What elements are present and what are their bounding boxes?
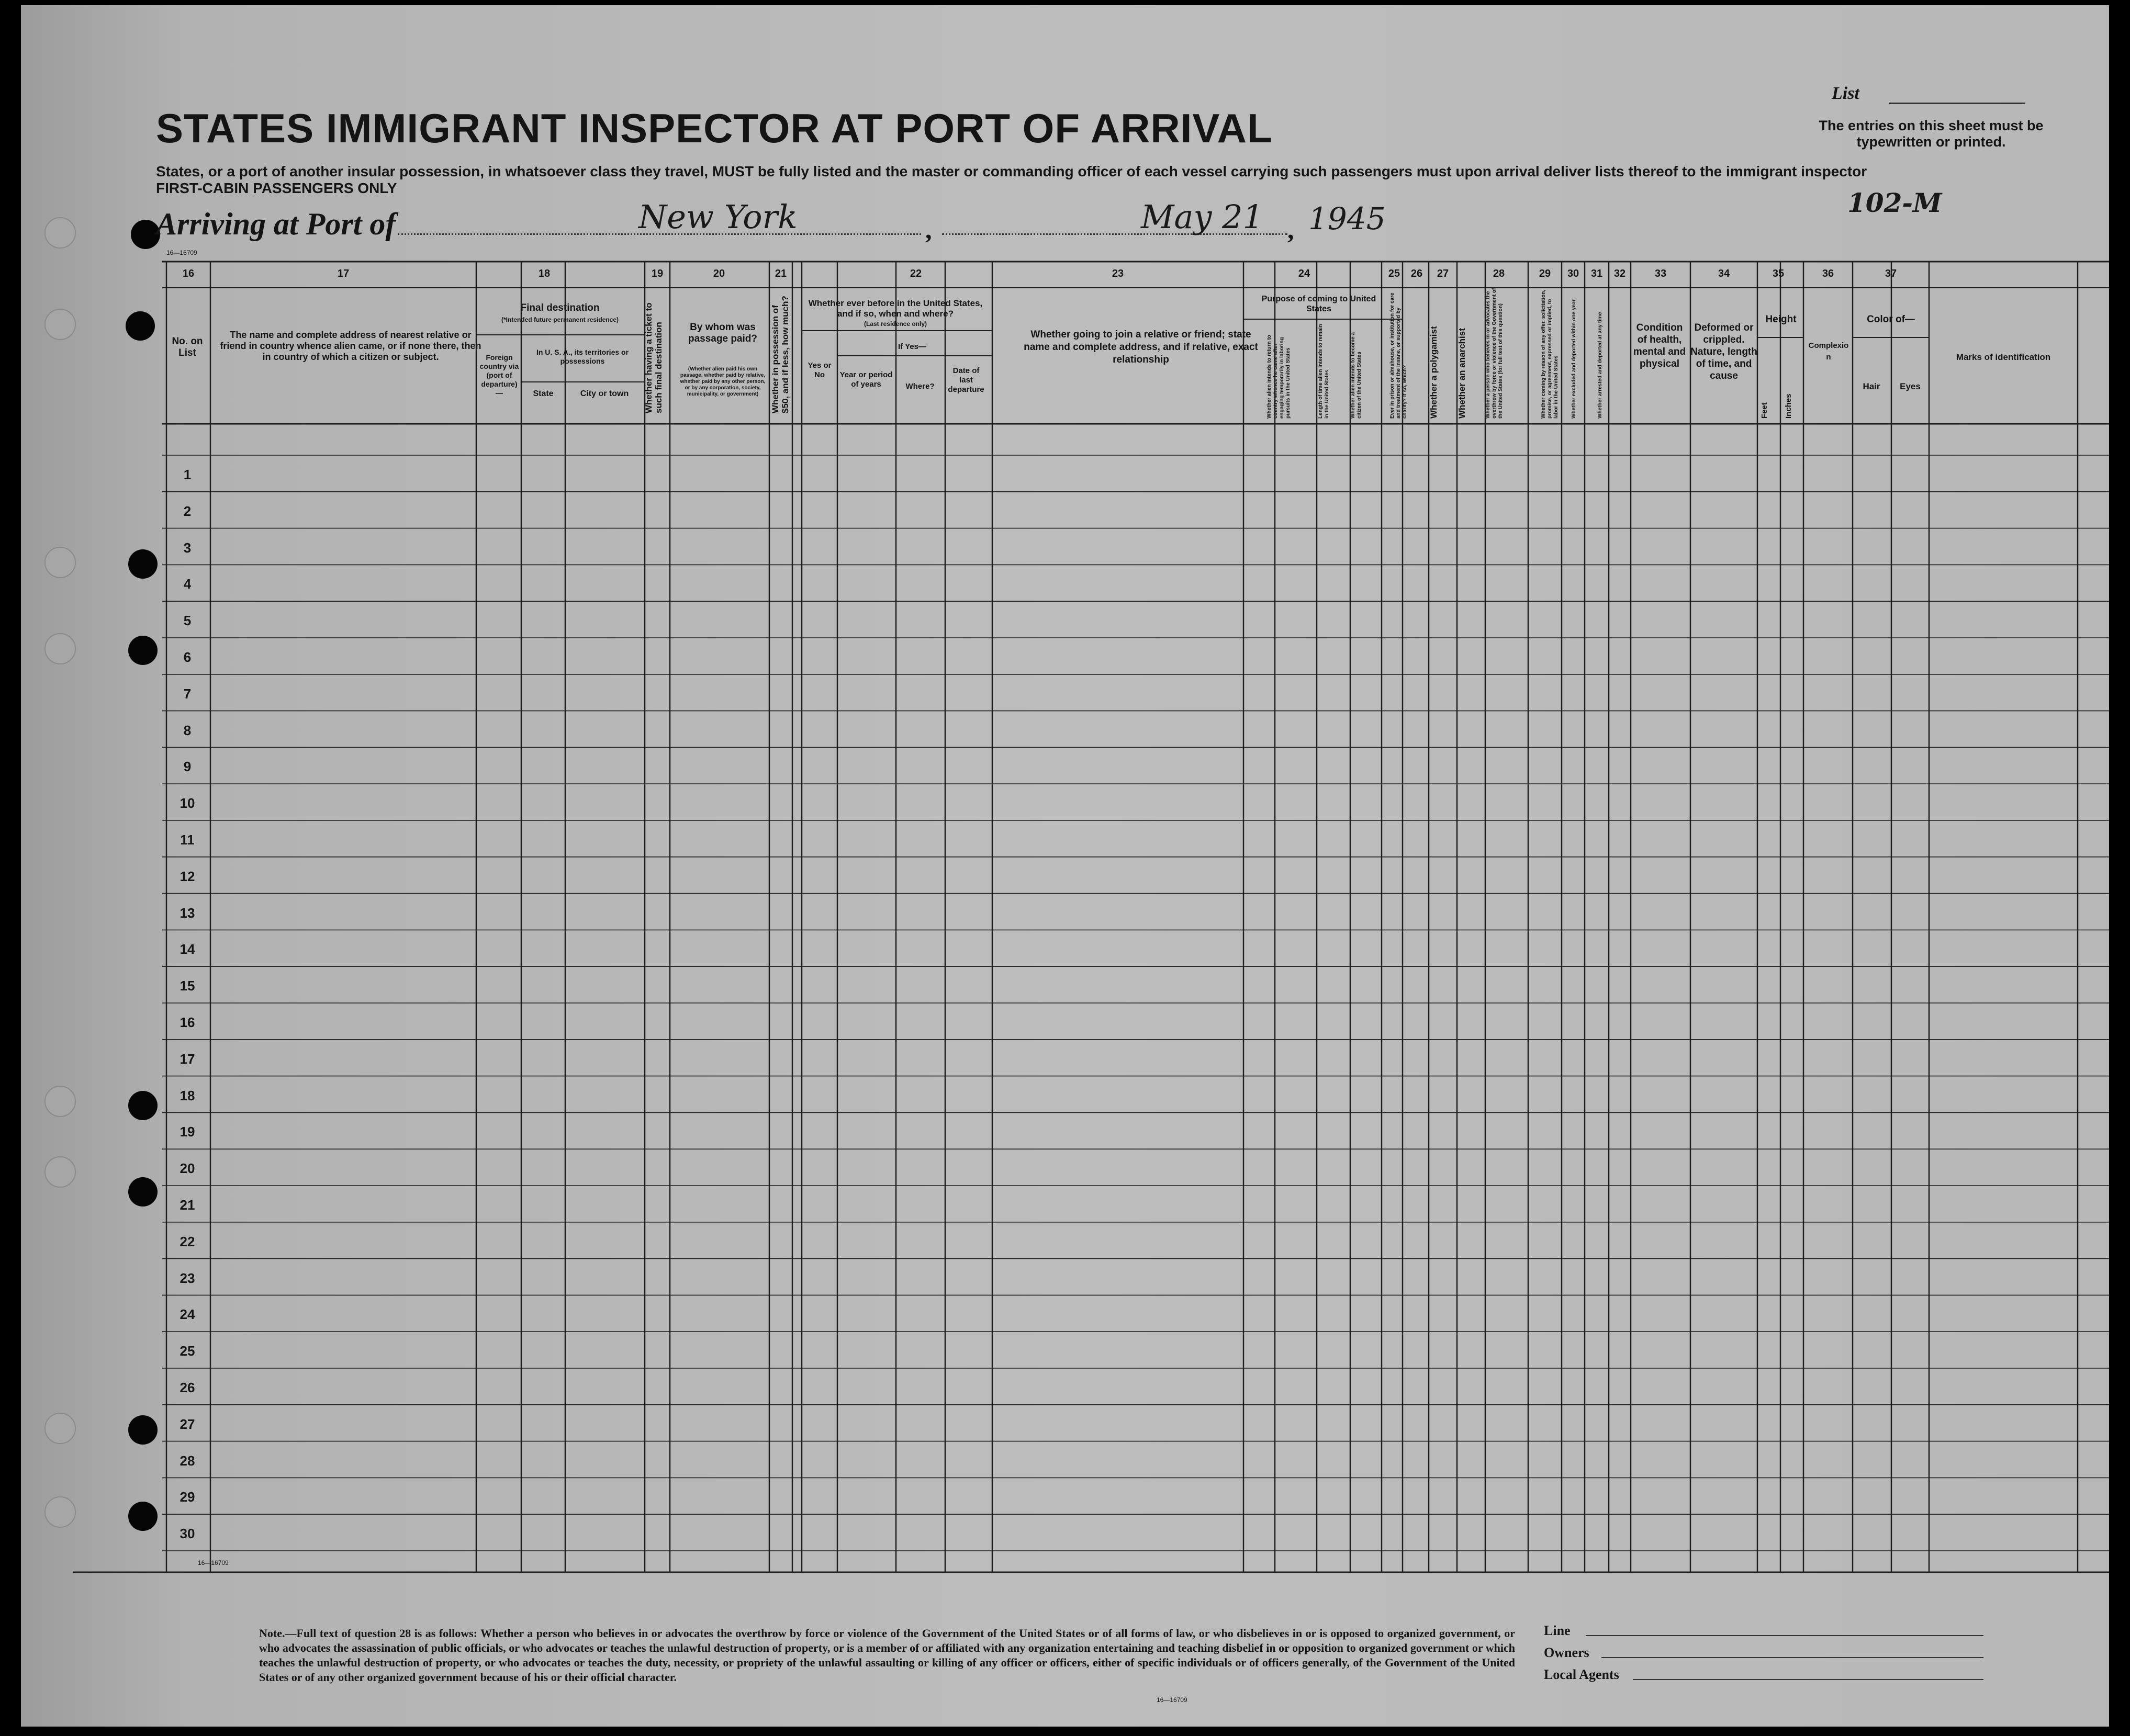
row-number: 21 xyxy=(180,1197,195,1213)
header-inches: Inches xyxy=(1784,393,1793,419)
column-number: 28 xyxy=(1493,268,1505,279)
header-foreign-country: Foreign country via (port of departure)— xyxy=(479,353,519,397)
date-value: May 21 xyxy=(1141,198,1264,236)
row-number: 1 xyxy=(183,467,192,482)
row-number: 2 xyxy=(183,503,192,519)
header-purpose-return: Whether alien intends to return to country whence he came after engaging temporarily in laboring pursuits in the United States xyxy=(1266,334,1291,419)
header-overthrow: Whether a person who believes in or advocates the overthrow by force or violence of the Government of the United States (for full text of this question) xyxy=(1485,288,1504,419)
year-value: 1945 xyxy=(1308,201,1386,236)
column-number: 18 xyxy=(538,268,551,279)
footer-form-number-left: 16—16709 xyxy=(198,1559,229,1566)
footer-form-number: 16—16709 xyxy=(1157,1696,1187,1704)
header-before-in-us-sub: (Last residence only) xyxy=(864,320,927,328)
sheet-number: 102-M xyxy=(1847,187,1942,218)
row-number: 23 xyxy=(180,1270,195,1286)
header-purpose: Purpose of coming to United States xyxy=(1261,295,1376,313)
column-number: 33 xyxy=(1654,268,1667,279)
row-number: 11 xyxy=(180,832,195,848)
header-final-destination: Final destination xyxy=(520,302,600,313)
column-number: 25 xyxy=(1388,268,1400,279)
column-number: 29 xyxy=(1539,268,1551,279)
row-number: 10 xyxy=(180,795,195,811)
row-number: 28 xyxy=(180,1452,195,1469)
line-label: Line xyxy=(1544,1623,1571,1638)
row-number: 16 xyxy=(180,1014,195,1030)
row-number: 7 xyxy=(183,685,192,702)
form-number: 16—16709 xyxy=(166,249,197,256)
row-number: 5 xyxy=(183,613,192,629)
header-color: Color of— xyxy=(1867,314,1915,325)
owners-field xyxy=(1601,1657,1983,1658)
header-if-yes: If Yes— xyxy=(898,342,926,351)
header-money: Whether in possession of $50, and if less, how much? xyxy=(770,296,790,413)
row-number: 19 xyxy=(180,1124,195,1140)
row-number: 3 xyxy=(183,539,192,556)
owners-label: Owners xyxy=(1544,1645,1589,1660)
row-number: 25 xyxy=(180,1343,195,1359)
column-number: 30 xyxy=(1567,268,1579,279)
row-number: 27 xyxy=(180,1416,195,1432)
header-purpose-length: Length of time alien intends to remain in the United States xyxy=(1318,324,1330,419)
row-number: 14 xyxy=(180,941,195,957)
row-number: 12 xyxy=(180,868,195,884)
column-number: 23 xyxy=(1112,268,1124,279)
row-number: 20 xyxy=(180,1160,195,1177)
header-height: Height xyxy=(1765,314,1797,325)
header-nearest-relative: The name and complete address of nearest relative or friend in country whence alien came, or if none there, then in country of which a citizen or subject. xyxy=(220,330,481,362)
header-yes-no: Yes or No xyxy=(808,361,832,379)
header-marks: Marks of identification xyxy=(1956,352,2051,362)
column-number: 35 xyxy=(1772,268,1785,279)
header-deformed: Deformed or crippled. Nature, length of time, and cause xyxy=(1690,322,1757,381)
column-number: 17 xyxy=(337,268,350,279)
row-number: 22 xyxy=(180,1233,195,1249)
header-join-relative: Whether going to join a relative or friend; state name and complete address, and if relative, exact relationship xyxy=(1024,329,1258,365)
column-number: 32 xyxy=(1613,268,1626,279)
header-arrested: Whether arrested and deported at any time xyxy=(1597,312,1603,419)
agents-field xyxy=(1633,1679,1983,1680)
row-number: 6 xyxy=(183,649,192,665)
form-sheet xyxy=(21,5,2109,1727)
header-passage-paid-sub: (Whether alien paid his own passage, whether paid by relative, whether paid by any other person, or by any corporation, society, municipality, or government) xyxy=(680,366,766,397)
column-number: 16 xyxy=(182,268,195,279)
header-passage-paid: By whom was passage paid? xyxy=(688,322,757,344)
header-prison: Ever in prison or almshouse, or institution for care and treatment of the insane, or supported by charity? If so, which? xyxy=(1389,292,1408,419)
header-where: Where? xyxy=(905,382,935,391)
header-no-on-list: No. on List xyxy=(172,336,203,358)
footer-note: Note.—Full text of question 28 is as follows: Whether a person who believes in or advocates the overthrow by force or violence of the Government of the United States or of all forms of law, or who disbelieves in or is opposed to organized government, or who advocates the assassination of public officials, or who advocates or teaches the unlawful destruction of property, or is a member of or affiliated with any organization entertaining and teaching disbelief in or opposition to organized government or which teaches the unlawful destruction of property, or who advocates or teaches the duty, necessity, or propriety of the unlawful assaulting or killing of any officer or officers, either of specific individuals or of officers generally, of the Government of the United States or of any other organized government because of his or their official character. xyxy=(259,1627,1515,1684)
header-polygamist: Whether a polygamist xyxy=(1429,326,1439,419)
row-number: 24 xyxy=(180,1306,195,1323)
header-health: Condition of health, mental and physical xyxy=(1633,322,1686,369)
comma: , xyxy=(1287,215,1294,244)
row-number: 13 xyxy=(180,905,195,921)
header-ticket: Whether having a ticket to such final destination xyxy=(644,302,664,413)
row-number: 26 xyxy=(180,1380,195,1395)
column-number: 19 xyxy=(651,268,664,279)
header-city: City or town xyxy=(580,389,629,398)
row-number: 29 xyxy=(180,1489,195,1505)
form-grid xyxy=(21,5,2109,1727)
column-number: 26 xyxy=(1410,268,1423,279)
page-title: STATES IMMIGRANT INSPECTOR AT PORT OF ARRIVAL xyxy=(156,105,1273,151)
header-before-in-us: Whether ever before in the United States, and if so, when and where? xyxy=(808,298,983,319)
column-number: 27 xyxy=(1437,268,1449,279)
header-date-departure: Date of last departure xyxy=(948,366,984,394)
entries-note: The entries on this sheet must be typewritten or printed. xyxy=(1819,118,2044,150)
column-number: 21 xyxy=(775,268,787,279)
row-number: 17 xyxy=(180,1051,195,1067)
row-number: 4 xyxy=(183,576,192,592)
line-field xyxy=(1586,1635,1983,1636)
agents-label: Local Agents xyxy=(1544,1667,1619,1682)
header-complexion: Complexion xyxy=(1808,341,1849,362)
column-number: 22 xyxy=(910,268,922,279)
row-number: 15 xyxy=(180,978,195,994)
column-number: 36 xyxy=(1822,268,1834,279)
list-label: List xyxy=(1832,84,1859,103)
row-number: 18 xyxy=(180,1087,195,1103)
comma: , xyxy=(925,215,932,244)
column-number: 31 xyxy=(1590,268,1603,279)
header-purpose-citizen: Whether alien intends to become a citizen of the United States xyxy=(1350,332,1362,419)
header-eyes: Eyes xyxy=(1900,381,1921,391)
row-number: 30 xyxy=(180,1526,195,1542)
header-year-period: Year or period of years xyxy=(839,370,893,389)
header-usa: In U. S. A., its territories or possessions xyxy=(536,348,629,365)
row-number: 9 xyxy=(183,759,192,775)
column-number: 34 xyxy=(1718,268,1730,279)
header-labor-offer: Whether coming by reason of any offer, solicitation, promise, or agreement, expressed or implied, to labor in the United States xyxy=(1541,289,1559,419)
header-feet: Feet xyxy=(1760,402,1769,419)
page-subtitle-class: FIRST-CABIN PASSENGERS ONLY xyxy=(156,180,397,196)
page-subtitle: States, or a port of another insular possession, in whatsoever class they travel, MUST be fully listed and the master or commanding officer of each vessel carrying such passengers must upon arrival deliver lists thereof to the immigrant inspector xyxy=(156,163,1867,179)
arriving-label: Arriving at Port of xyxy=(156,207,396,241)
header-hair: Hair xyxy=(1863,381,1880,391)
row-number: 8 xyxy=(183,722,192,738)
header-excluded: Whether excluded and deported within one year xyxy=(1571,299,1577,419)
column-number: 24 xyxy=(1298,268,1310,279)
header-anarchist: Whether an anarchist xyxy=(1457,328,1467,419)
column-number: 20 xyxy=(713,268,725,279)
port-value: New York xyxy=(638,198,798,236)
column-number: 37 xyxy=(1885,268,1897,279)
header-state: State xyxy=(533,389,554,398)
header-final-destination-sub: (*Intended future permanent residence) xyxy=(501,316,619,323)
